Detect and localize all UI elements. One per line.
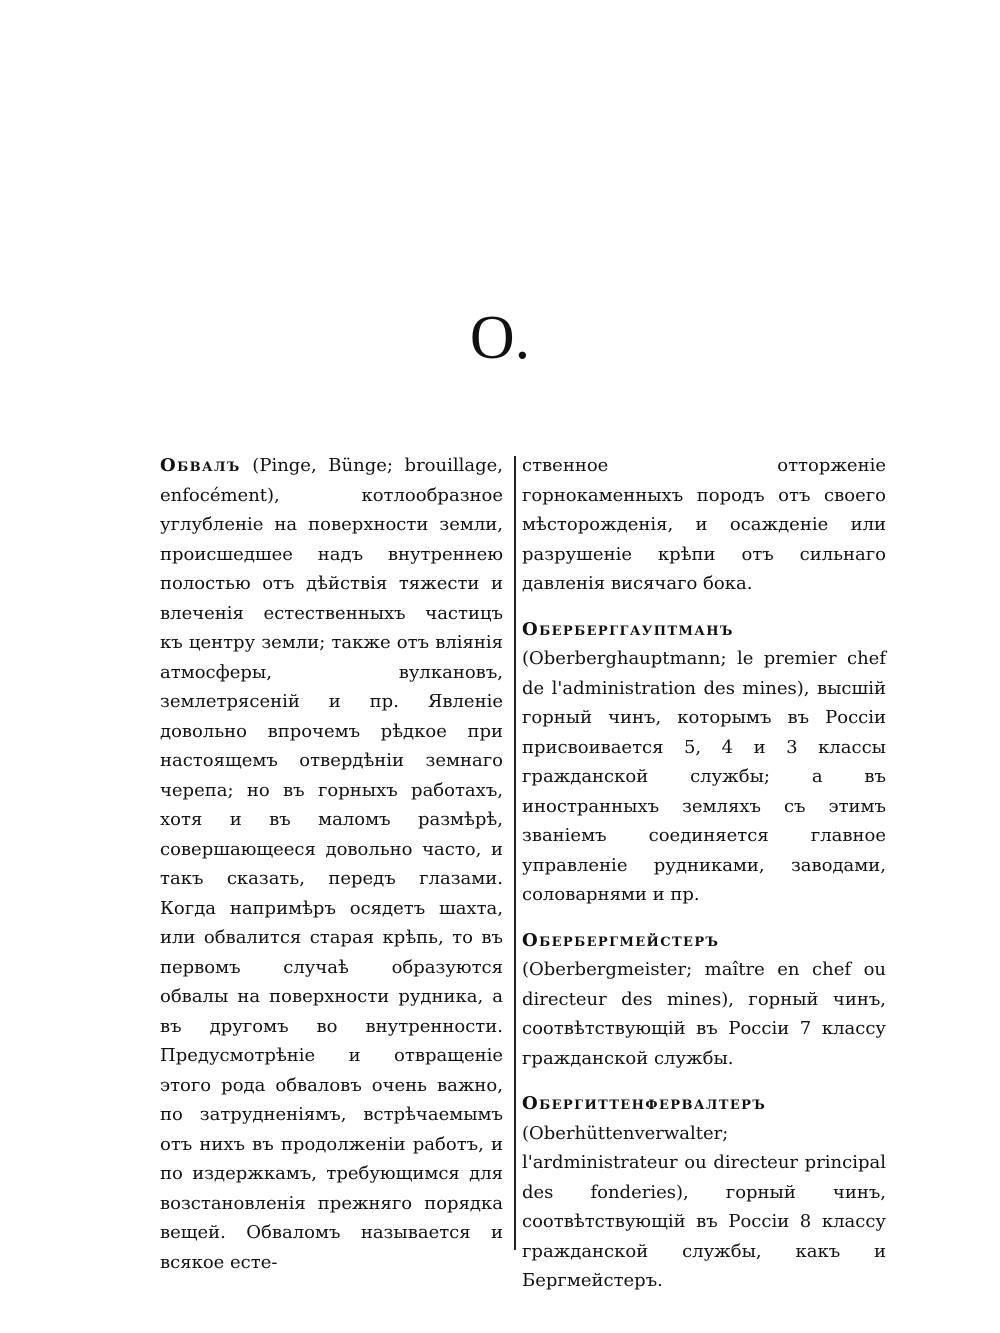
entry-text: (Oberhüttenverwalter; l'ardministrateur ou directeur principal des fonderies), горный чинъ, соотвѣтствующій въ Россіи 8 классу гражданской службы, какъ и Бергмейстеръ. xyxy=(522,1122,886,1291)
entry-text: (Oberbergmeister; maître en chef ou directeur des mines), горный чинъ, соотвѣтствующій въ Россіи 7 классу гражданской службы. xyxy=(522,959,886,1069)
entry-headword: Обвалъ xyxy=(160,455,241,476)
entry-headword: Оберберггауптманъ xyxy=(522,618,734,640)
entry-headword: Обербергмейстеръ xyxy=(522,929,720,951)
entry-text: ственное отторженіе горнокаменныхъ породъ отъ своего мѣсторожденія, и осажденіе или разрушеніе крѣпи отъ сильнаго давленія висячаго бока. xyxy=(522,455,886,594)
entry-obval xyxy=(160,451,503,1277)
entry-spacer xyxy=(522,910,886,926)
right-column xyxy=(522,451,886,1296)
section-letter: О. xyxy=(469,304,531,372)
entry-oberbergmeister xyxy=(522,926,886,1074)
entry-text: (Pinge, Bünge; brouillage, enfocément), котлообразное углубленіе на поверхности земли, происшедшее надъ внутреннею полостью отъ дѣйствія тяжести и влеченія естественныхъ частицъ къ центру земли; также отъ вліянія атмосферы, вулкановъ, землетрясеній и пр. Явленіе довольно впрочемъ рѣдкое при настоящемъ отвердѣніи земнаго черепа; но въ горныхъ работахъ, хотя и въ маломъ размѣрѣ, совершающееся довольно часто, и такъ сказать, передъ глазами. Когда напримѣръ осядетъ шахта, или обвалится старая крѣпь, то въ первомъ случаѣ образуются обвалы на поверхности рудника, а въ другомъ во внутренности. Предусмотрѣніе и отвращеніе этого рода обваловъ очень важно, по затрудненіямъ, встрѣчаемымъ отъ нихъ въ продолженіи работъ, и по издержкамъ, требующимся для возстановленія прежняго порядка вещей. Обваломъ называется и всякое есте- xyxy=(160,455,503,1273)
column-divider xyxy=(514,456,516,1250)
entry-oberhuettenverwalter xyxy=(522,1089,886,1296)
entry-text: (Oberberghauptmann; le premier chef de l'administration des mines), высшій горный чинъ, которымъ въ Россіи присвоивается 5, 4 и 3 классы гражданской службы; а въ иностранныхъ земляхъ съ этимъ званіемъ соединяется главное управленіе рудниками, заводами, соловарнями и пр. xyxy=(522,648,886,905)
entry-spacer xyxy=(522,1073,886,1089)
entry-headword: Обергиттенфервалтеръ xyxy=(522,1093,767,1114)
entry-oberberghauptmann xyxy=(522,615,886,910)
left-column xyxy=(160,451,503,1277)
entry-continuation xyxy=(522,451,886,599)
entry-spacer xyxy=(522,599,886,615)
